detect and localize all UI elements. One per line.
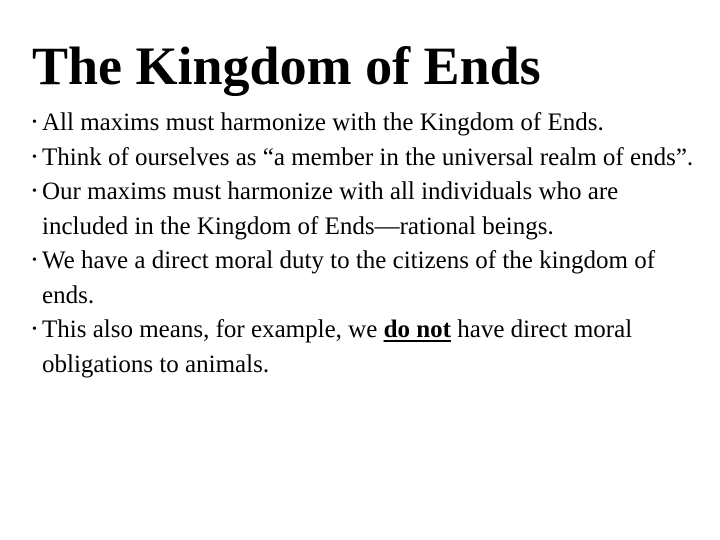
emphasis-text: do not	[383, 316, 451, 343]
bullet-icon: •	[32, 115, 37, 130]
bullet-item	[32, 313, 702, 382]
bullet-item	[32, 106, 702, 141]
bullet-item	[32, 244, 702, 313]
bullet-text: We have a direct moral duty to the citizens of the kingdom of ends.	[42, 247, 656, 309]
bullet-text: All maxims must harmonize with the Kingdom of Ends.	[42, 109, 604, 136]
bullet-item	[32, 175, 702, 244]
bullet-icon: •	[32, 184, 37, 199]
bullet-icon: •	[32, 322, 37, 337]
bullet-icon: •	[32, 253, 37, 268]
bullet-text-after: have direct moral obligations to animals.	[42, 316, 633, 378]
bullet-text-before: This also means, for example, we	[42, 316, 384, 343]
bullet-text: Our maxims must harmonize with all individuals who are included in the Kingdom of Ends—rational beings.	[42, 178, 619, 240]
bullet-list	[32, 106, 702, 382]
bullet-text: Think of ourselves as “a member in the universal realm of ends”.	[42, 143, 694, 171]
slide-title: The Kingdom of Ends	[32, 36, 541, 96]
bullet-icon: •	[32, 149, 37, 165]
bullet-item	[32, 141, 702, 176]
